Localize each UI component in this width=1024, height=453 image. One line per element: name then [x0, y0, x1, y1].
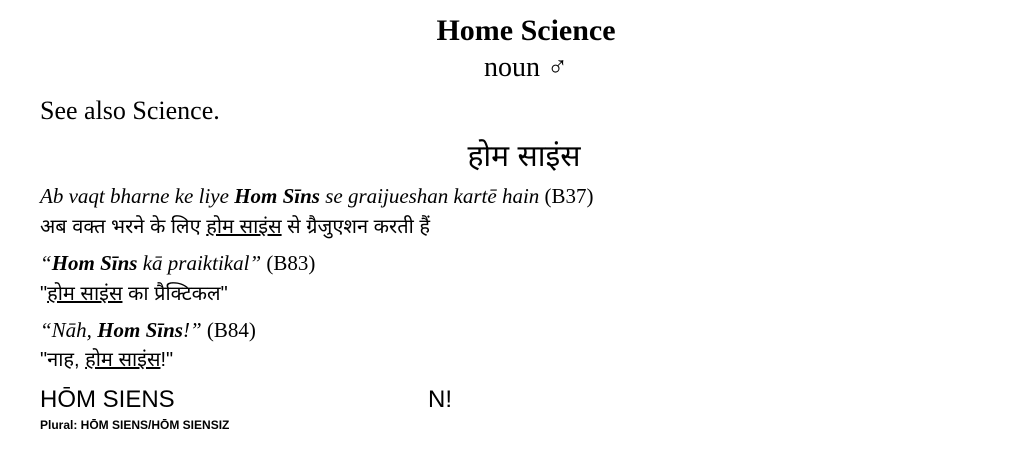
hindi-text: !": [160, 349, 174, 371]
part-of-speech: noun ♂: [484, 52, 568, 83]
citation-term: Hom Sīns: [97, 318, 183, 342]
citation-text: “Nāh,: [40, 318, 98, 342]
example-hindi: [40, 345, 173, 372]
example-citation: [40, 184, 594, 209]
see-also-note: See also Science.: [40, 96, 220, 125]
citation-ref: (B83): [261, 251, 316, 275]
citation-text: !”: [182, 318, 202, 342]
transliteration-tag: N!: [428, 386, 452, 413]
example-hindi: [40, 279, 228, 306]
hindi-text: अब वक्त भरने के लिए: [40, 216, 207, 238]
citation-ref: (B37): [539, 184, 594, 208]
entry-headword: Home Science: [436, 14, 616, 47]
hindi-term: होम साइंस: [85, 349, 161, 371]
citation-term: Hom Sīns: [234, 184, 320, 208]
hindi-text: "नाह,: [40, 349, 86, 371]
citation-text: “: [40, 251, 52, 275]
plural-forms: Plural: HŌM SIENS/HŌM SIENSIZ: [40, 418, 230, 432]
citation-text: kā praiktikal”: [137, 251, 262, 275]
hindi-term: होम साइंस: [206, 216, 282, 238]
citation-ref: (B84): [201, 318, 256, 342]
example-citation: [40, 251, 315, 276]
citation-text: Ab vaqt bharne ke liye: [40, 184, 235, 208]
example-hindi: [40, 212, 430, 239]
hindi-text: ": [40, 283, 48, 305]
hindi-text: का प्रैक्टिकल": [122, 283, 228, 305]
hindi-headword: होम साइंस: [467, 140, 581, 173]
hindi-text: से ग्रैजुएशन करती हैं: [281, 216, 430, 238]
citation-text: se graijueshan kartē hain: [319, 184, 540, 208]
hindi-term: होम साइंस: [47, 283, 123, 305]
citation-term: Hom Sīns: [51, 251, 138, 275]
transliteration-form: HŌM SIENS: [40, 386, 175, 413]
example-citation: [40, 318, 256, 343]
